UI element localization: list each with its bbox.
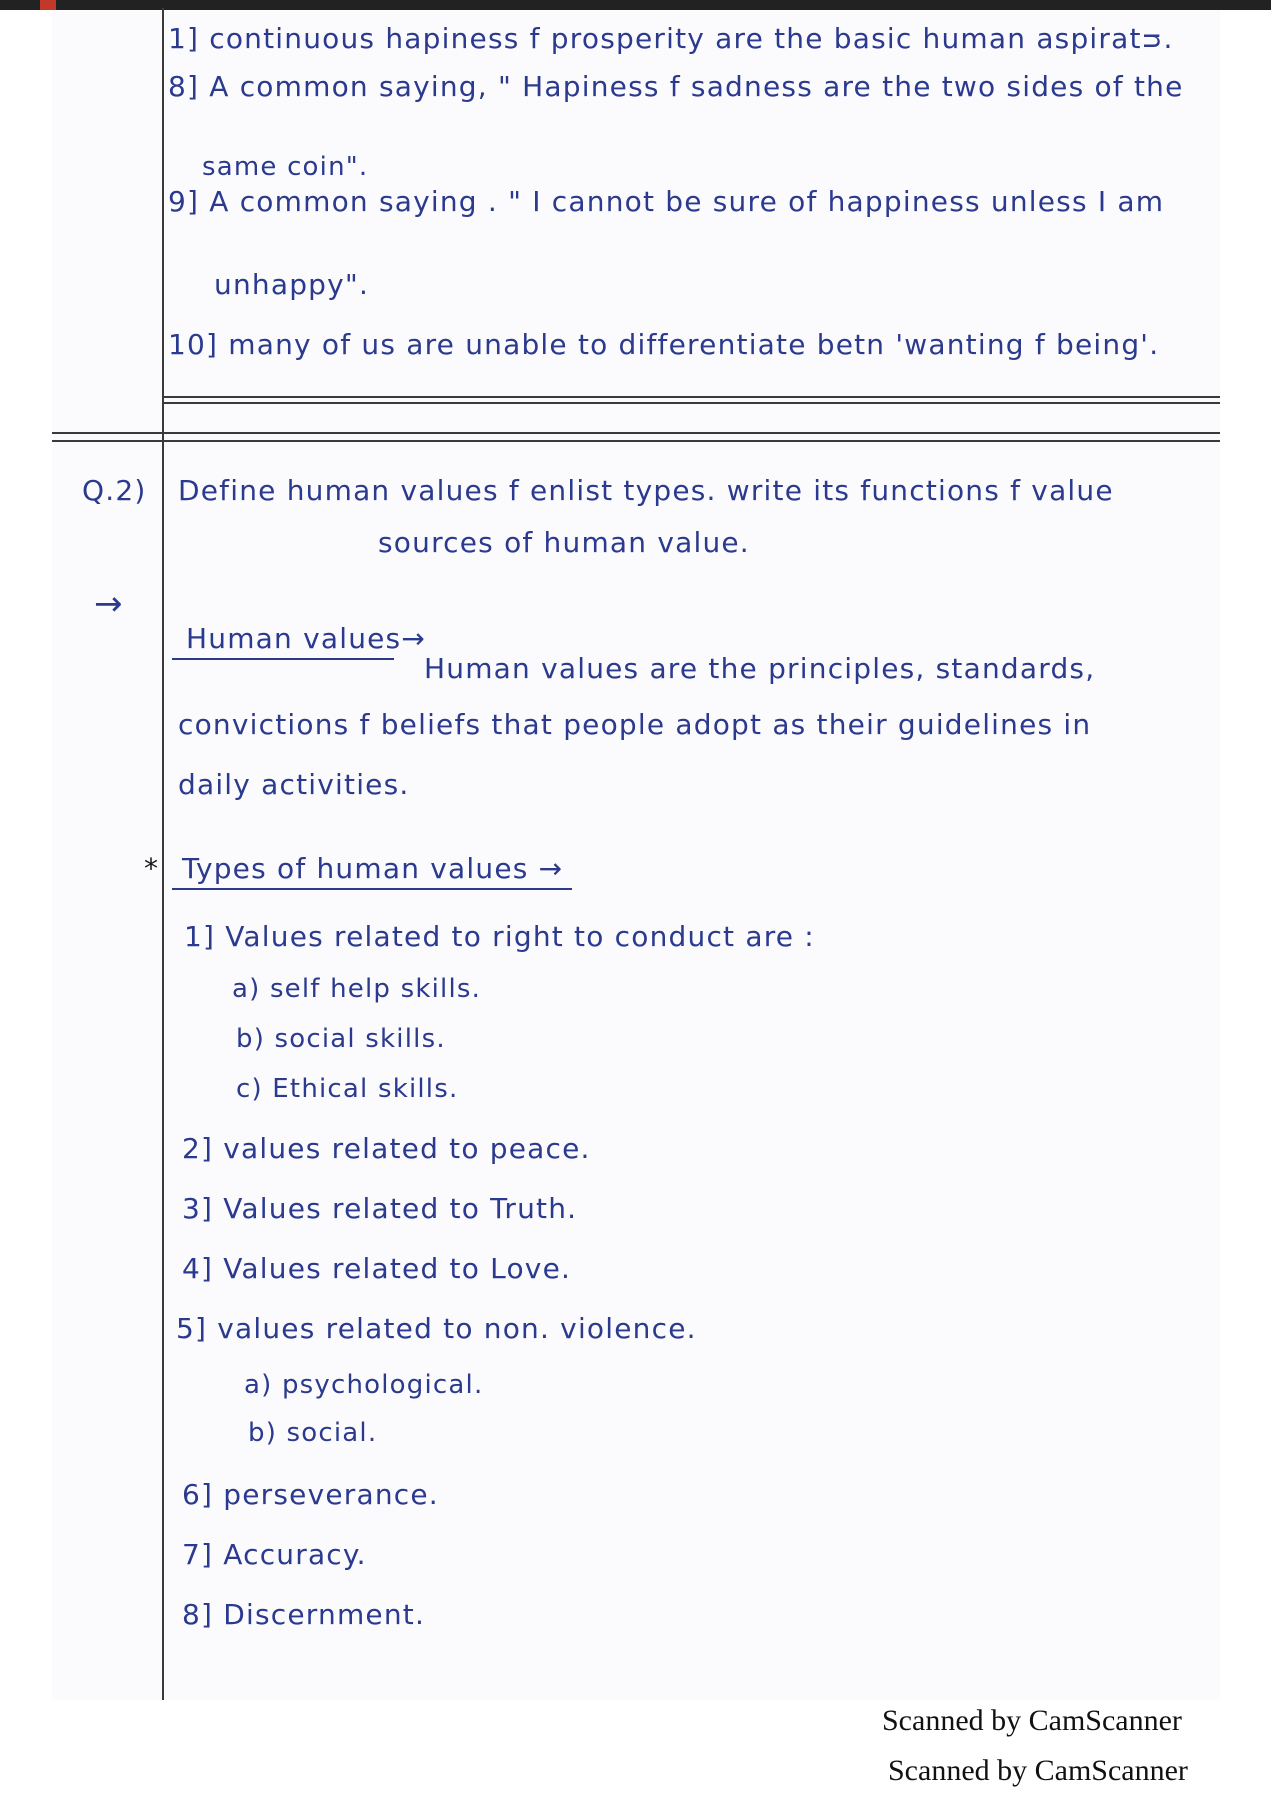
line-9-cont: unhappy". [214,268,370,301]
human-values-underline [172,658,394,660]
type-item-4: 4] Values related to Love. [182,1252,572,1285]
human-values-line-3: daily activities. [178,768,410,801]
type-subitem-1b: b) social skills. [236,1024,446,1054]
divider-double-2 [162,402,1220,404]
line-9: 9] A common saying . " I cannot be sure of happiness unless I am [168,185,1165,218]
top-dark-strip [0,0,1271,10]
type-subitem-5b: b) social. [248,1418,378,1448]
scanned-by-label-1: Scanned by CamScanner [882,1704,1182,1737]
line-8-cont: same coin". [202,152,369,182]
human-values-heading: Human values→ [186,622,427,655]
type-subitem-1c: c) Ethical skills. [236,1074,459,1104]
scanned-by-label-2: Scanned by CamScanner [888,1754,1188,1787]
type-subitem-1a: a) self help skills. [232,974,482,1004]
line-8: 8] A common saying, " Hapiness f sadness are the two sides of the [168,70,1184,103]
margin-line [162,8,164,1700]
type-item-2: 2] values related to peace. [182,1132,591,1165]
line-1: 1] continuous hapiness f prosperity are the basic human aspiratᴝ. [168,22,1174,55]
type-subitem-5a: a) psychological. [244,1370,484,1400]
types-heading: Types of human values → [182,852,564,885]
question-number: Q.2) [82,474,147,507]
question-line-2: sources of human value. [378,526,750,559]
type-item-8: 8] Discernment. [182,1598,426,1631]
section-divider-1 [52,432,1220,434]
type-item-6: 6] perseverance. [182,1478,439,1511]
human-values-line-1: Human values are the principles, standards, [424,652,1096,685]
type-item-5: 5] values related to non. violence. [176,1312,697,1345]
answer-arrow-icon: → [94,584,124,624]
section-divider-2 [52,440,1220,442]
type-item-7: 7] Accuracy. [182,1538,367,1571]
divider-double-1 [162,396,1220,398]
line-10: 10] many of us are unable to differentiate betn 'wanting f being'. [168,328,1160,361]
notebook-paper [52,0,1220,1700]
types-underline [172,888,572,890]
type-item-1: 1] Values related to right to conduct are : [184,920,815,953]
human-values-line-2: convictions f beliefs that people adopt as their guidelines in [178,708,1092,741]
type-item-3: 3] Values related to Truth. [182,1192,578,1225]
red-accent-mark [40,0,56,10]
star-bullet-icon: * [144,852,160,885]
question-line-1: Define human values f enlist types. write its functions f value [178,474,1114,507]
